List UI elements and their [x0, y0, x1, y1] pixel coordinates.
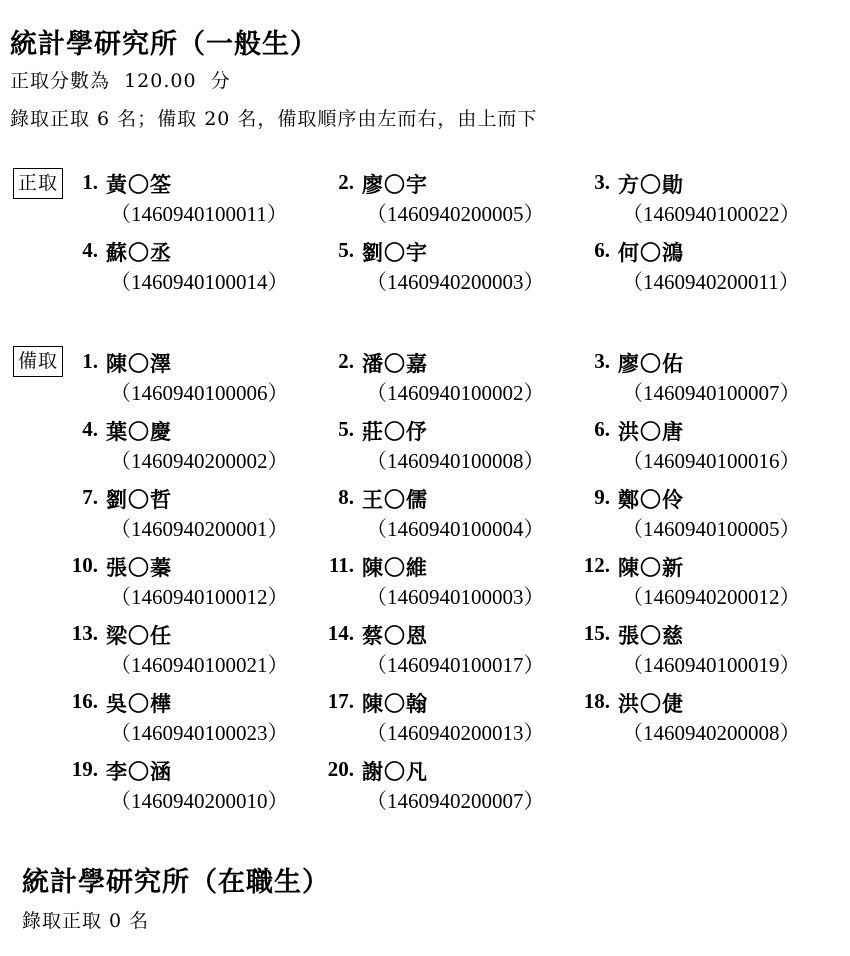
candidate-id: （1460940200013） [366, 721, 545, 745]
rank-number: 6. [594, 238, 610, 262]
candidate-name: 張〇慈 [618, 623, 684, 648]
list-item [320, 238, 570, 302]
candidate-name: 洪〇唐 [618, 419, 684, 444]
list-item [576, 553, 826, 617]
candidate-name: 洪〇倢 [618, 691, 684, 716]
candidate-name: 蘇〇丞 [106, 240, 172, 265]
list-item [576, 621, 826, 685]
candidate-name: 陳〇翰 [362, 691, 428, 716]
list-item [64, 238, 314, 302]
candidate-id: （1460940200007） [366, 789, 545, 813]
rank-number: 4. [82, 417, 98, 441]
candidate-name: 張〇蓁 [106, 555, 172, 580]
list-item [320, 349, 570, 413]
list-item [64, 349, 314, 413]
list-item [64, 417, 314, 481]
candidate-id: （1460940200003） [366, 270, 545, 294]
rank-number: 7. [82, 485, 98, 509]
list-item [576, 238, 826, 302]
candidate-id: （1460940100016） [622, 449, 801, 473]
candidate-name: 何〇鴻 [618, 240, 684, 265]
list-item [64, 621, 314, 685]
list-item [64, 757, 314, 821]
candidate-id: （1460940100017） [366, 653, 545, 677]
rank-number: 15. [583, 621, 610, 645]
list-item [576, 349, 826, 413]
candidate-id: （1460940100008） [366, 449, 545, 473]
list-item [320, 485, 570, 549]
section2-quota-line: 錄取正取 0 名 [22, 910, 150, 932]
candidate-id: （1460940200005） [366, 202, 545, 226]
candidate-id: （1460940100003） [366, 585, 545, 609]
list-item [576, 485, 826, 549]
candidate-id: （1460940200012） [622, 585, 801, 609]
candidate-name: 方〇勛 [618, 172, 684, 197]
candidate-id: （1460940100022） [622, 202, 801, 226]
candidate-id: （1460940100011） [110, 202, 288, 226]
list-item [320, 757, 570, 821]
rank-number: 13. [71, 621, 98, 645]
rank-number: 3. [594, 349, 610, 373]
list-item [64, 689, 314, 753]
candidate-id: （1460940100014） [110, 270, 289, 294]
rank-number: 5. [338, 417, 354, 441]
candidate-name: 潘〇嘉 [362, 351, 428, 376]
rank-number: 16. [71, 689, 98, 713]
section1-title: 統計學研究所（一般生） [10, 29, 318, 60]
list-item [320, 621, 570, 685]
list-item [320, 553, 570, 617]
candidate-id: （1460940100019） [622, 653, 801, 677]
rank-number: 17. [327, 689, 354, 713]
candidate-id: （1460940100005） [622, 517, 801, 541]
candidate-id: （1460940100002） [366, 381, 545, 405]
candidate-name: 陳〇澤 [106, 351, 172, 376]
candidate-id: （1460940100021） [110, 653, 289, 677]
rank-number: 9. [594, 485, 610, 509]
rank-number: 1. [82, 170, 98, 194]
rank-number: 3. [594, 170, 610, 194]
candidate-name: 李〇涵 [106, 759, 172, 784]
candidate-name: 葉〇慶 [106, 419, 172, 444]
rank-number: 14. [327, 621, 354, 645]
rank-number: 2. [338, 349, 354, 373]
candidate-id: （1460940200010） [110, 789, 289, 813]
candidate-name: 劉〇宇 [362, 240, 428, 265]
candidate-id: （1460940200002） [110, 449, 289, 473]
rank-number: 18. [583, 689, 610, 713]
rank-number: 20. [327, 757, 354, 781]
rank-number: 4. [82, 238, 98, 262]
list-item [64, 553, 314, 617]
section2-title: 統計學研究所（在職生） [22, 867, 330, 898]
list-item [576, 689, 826, 753]
list-item [320, 417, 570, 481]
candidate-name: 黃〇筌 [106, 172, 172, 197]
rank-number: 19. [71, 757, 98, 781]
rank-number: 10. [71, 553, 98, 577]
quota-line: 錄取正取 6 名；備取 20 名，備取順序由左而右，由上而下 [10, 108, 538, 130]
list-item [64, 170, 314, 234]
candidate-id: （1460940100006） [110, 381, 289, 405]
list-item [576, 417, 826, 481]
candidate-name: 王〇儒 [362, 487, 428, 512]
list-item [64, 485, 314, 549]
list-item [320, 170, 570, 234]
candidate-name: 廖〇宇 [362, 172, 428, 197]
candidate-name: 廖〇佑 [618, 351, 684, 376]
rank-number: 12. [583, 553, 610, 577]
candidate-name: 謝〇凡 [362, 759, 428, 784]
candidate-name: 陳〇維 [362, 555, 428, 580]
rank-number: 11. [328, 553, 354, 577]
candidate-id: （1460940100007） [622, 381, 801, 405]
list-item [576, 170, 826, 234]
candidate-name: 梁〇任 [106, 623, 172, 648]
waitlist-label: 備取 [13, 346, 63, 377]
candidate-id: （1460940200001） [110, 517, 289, 541]
candidate-id: （1460940200008） [622, 721, 801, 745]
candidate-name: 陳〇新 [618, 555, 684, 580]
candidate-id: （1460940100004） [366, 517, 545, 541]
candidate-name: 吳〇樺 [106, 691, 172, 716]
admitted-label: 正取 [13, 168, 63, 199]
candidate-id: （1460940200011） [622, 270, 800, 294]
rank-number: 1. [82, 349, 98, 373]
rank-number: 2. [338, 170, 354, 194]
list-item [320, 689, 570, 753]
score-line: 正取分數為 120.00 分 [10, 70, 231, 92]
rank-number: 5. [338, 238, 354, 262]
candidate-id: （1460940100023） [110, 721, 289, 745]
rank-number: 6. [594, 417, 610, 441]
candidate-name: 莊〇伃 [362, 419, 428, 444]
candidate-id: （1460940100012） [110, 585, 289, 609]
candidate-name: 劉〇哲 [106, 487, 172, 512]
candidate-name: 蔡〇恩 [362, 623, 428, 648]
rank-number: 8. [338, 485, 354, 509]
candidate-name: 鄭〇伶 [618, 487, 684, 512]
